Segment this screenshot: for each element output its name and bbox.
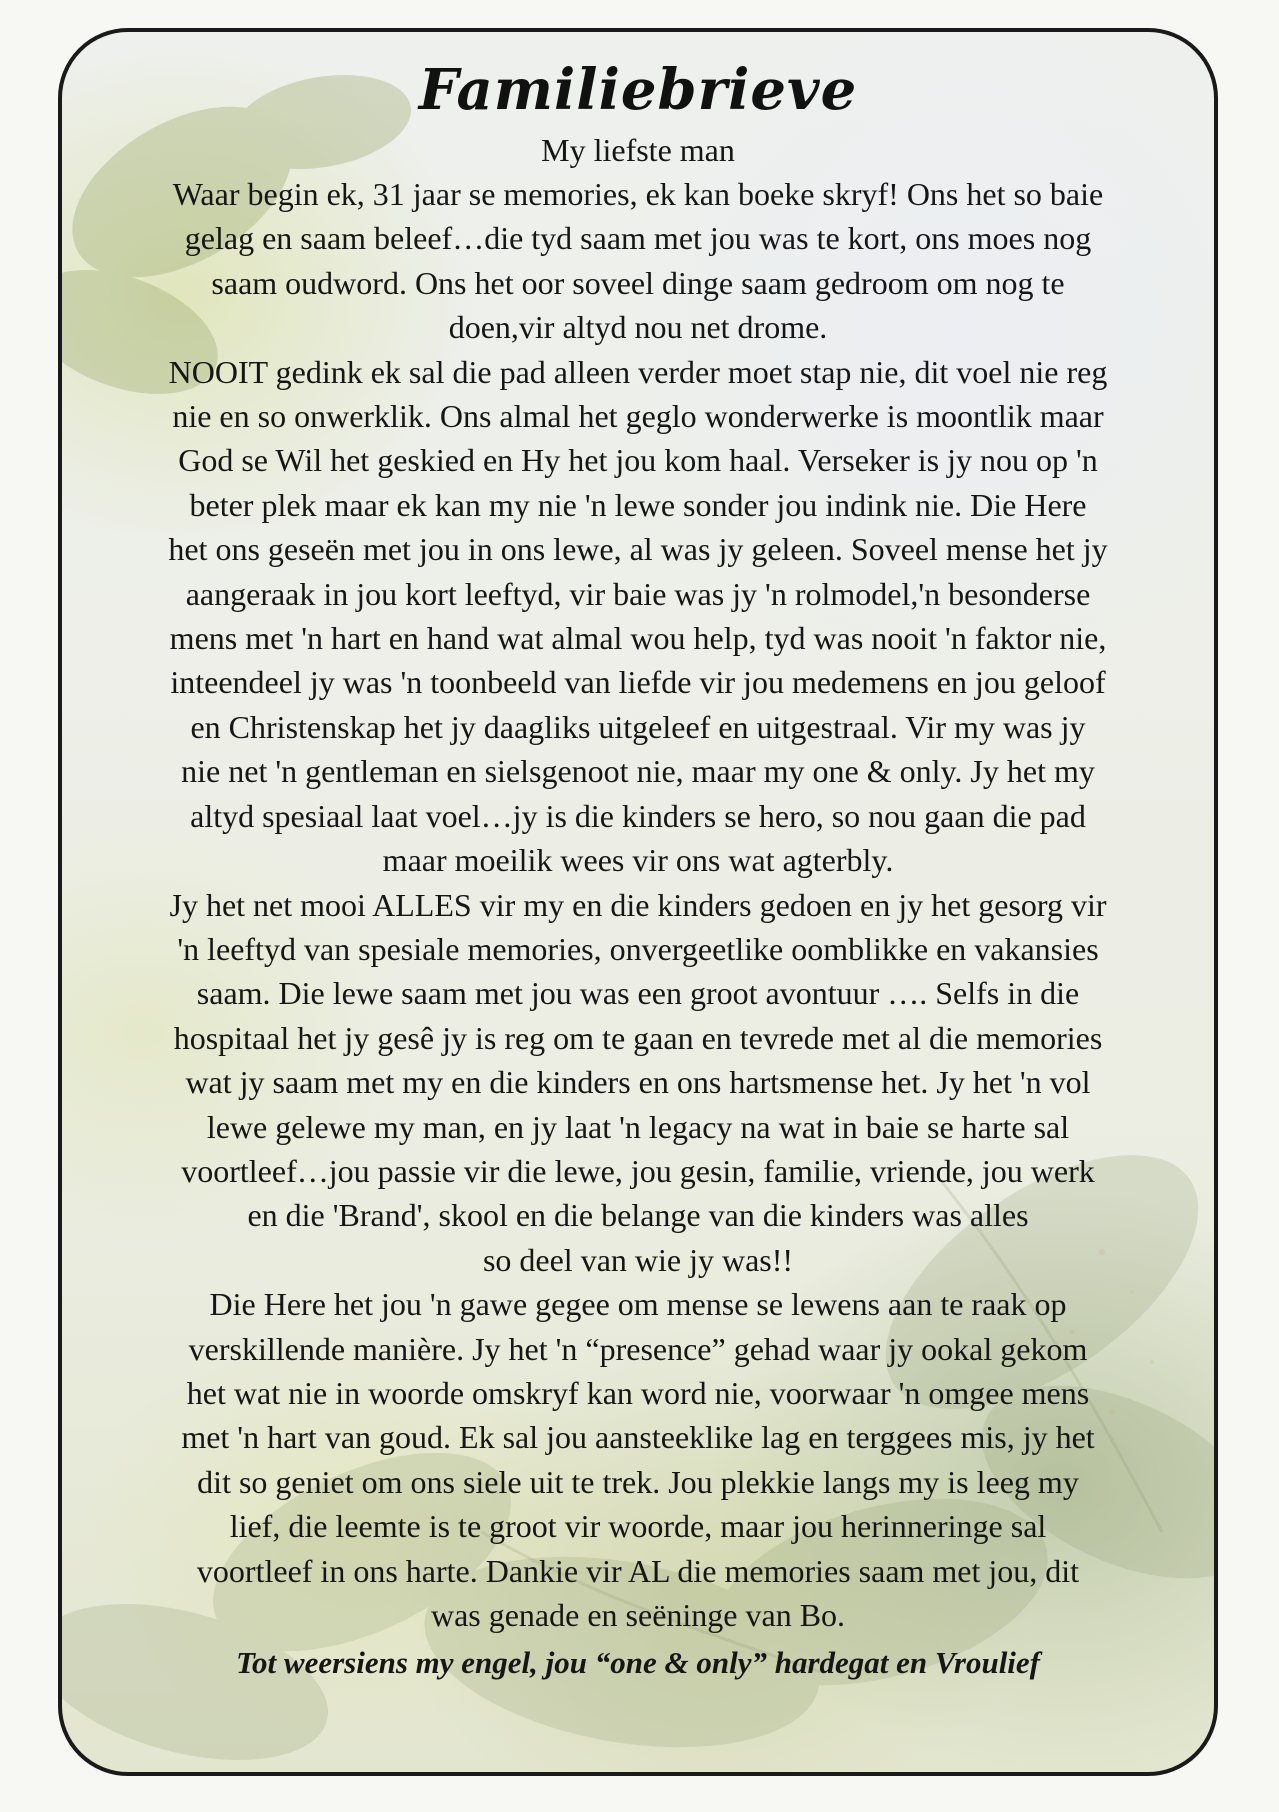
- letter-line: saam oudword. Ons het oor soveel dinge saam gedroom om nog te: [211, 264, 1065, 301]
- letter-line: maar moeilik wees vir ons wat agterbly.: [382, 842, 894, 879]
- letter-line: inteendeel jy was 'n toonbeeld van liefde vir jou medemens en jou geloof: [170, 664, 1106, 701]
- letter-line: en Christenskap het jy daagliks uitgeleef en uitgestraal. Vir my was jy: [190, 708, 1086, 745]
- letter-line: verskillende manière. Jy het 'n “presence” gehad waar jy ookal gekom: [188, 1330, 1088, 1367]
- letter-greeting: My liefste man: [541, 132, 735, 168]
- letter-line: Jy het net mooi ALLES vir my en die kinders gedoen en jy het gesorg vir: [169, 886, 1107, 923]
- letter-signoff: Tot weersiens my engel, jou “one & only” hardegat en Vroulief: [235, 1645, 1041, 1681]
- letter-line: en die 'Brand', skool en die belange van die kinders was alles: [247, 1197, 1029, 1234]
- letter-line: gelag en saam beleef…die tyd saam met jou was te kort, ons moes nog: [184, 220, 1092, 257]
- letter-line: voortleef…jou passie vir die lewe, jou gesin, familie, vriende, jou werk: [181, 1152, 1095, 1189]
- letter-line: 'n leeftyd van spesiale memories, onvergeetlike oomblikke en vakansies: [177, 930, 1099, 967]
- letter-line: was genade en seëninge van Bo.: [430, 1597, 846, 1633]
- letter-line: met 'n hart van goud. Ek sal jou aansteeklike lag en terggees mis, jy het: [181, 1419, 1095, 1456]
- letter-line: Die Here het jou 'n gawe gegee om mense se lewens aan te raak op: [209, 1286, 1067, 1323]
- letter-line: mens met 'n hart en hand wat almal wou help, tyd was nooit 'n faktor nie,: [169, 620, 1107, 657]
- letter-line: het ons geseën met jou in ons lewe, al was jy geleen. Soveel mense het jy: [168, 531, 1108, 568]
- letter-line: beter plek maar ek kan my nie 'n lewe sonder jou indink nie. Die Here: [189, 486, 1087, 523]
- letter-line: so deel van wie jy was!!: [482, 1241, 794, 1278]
- letter-line: het wat nie in woorde omskryf kan word nie, voorwaar 'n omgee mens: [186, 1374, 1090, 1411]
- letter-line: Waar begin ek, 31 jaar se memories, ek kan boeke skryf! Ons het so baie: [172, 176, 1104, 212]
- letter-line: aangeraak in jou kort leeftyd, vir baie was jy 'n rolmodel,'n besonderse: [185, 575, 1091, 612]
- letter-content: [62, 52, 1214, 1685]
- letter-line: nie en so onwerklik. Ons almal het geglo wonderwerke is moontlik maar: [172, 398, 1104, 435]
- letter-line: altyd spesiaal laat voel…jy is die kinders se hero, so nou gaan die pad: [190, 797, 1086, 834]
- page-title: Familiebrieve: [418, 57, 858, 123]
- letter-card: [58, 28, 1218, 1776]
- letter-line: saam. Die lewe saam met jou was een groot avontuur …. Selfs in die: [196, 975, 1080, 1012]
- letter-line: lief, die leemte is te groot vir woorde, maar jou herinneringe sal: [229, 1508, 1047, 1545]
- letter-line: dit so geniet om ons siele uit te trek. Jou plekkie langs my is leeg my: [197, 1463, 1079, 1500]
- letter-line: doen,vir altyd nou net drome.: [448, 309, 828, 346]
- letter-line: NOOIT gedink ek sal die pad alleen verder moet stap nie, dit voel nie reg: [168, 353, 1108, 390]
- letter-body: [62, 172, 1214, 1637]
- letter-line: nie net 'n gentleman en sielsgenoot nie, maar my one & only. Jy het my: [181, 753, 1095, 790]
- letter-line: voortleef in ons harte. Dankie vir AL die memories saam met jou, dit: [196, 1552, 1080, 1589]
- letter-line: hospitaal het jy gesê jy is reg om te gaan en tevrede met al die memories: [173, 1019, 1103, 1056]
- letter-line: lewe gelewe my man, en jy laat 'n legacy na wat in baie se harte sal: [206, 1108, 1070, 1145]
- letter-line: wat jy saam met my en die kinders en ons hartsmense het. Jy het 'n vol: [185, 1064, 1091, 1101]
- letter-line: God se Wil het geskied en Hy het jou kom haal. Verseker is jy nou op 'n: [178, 442, 1098, 479]
